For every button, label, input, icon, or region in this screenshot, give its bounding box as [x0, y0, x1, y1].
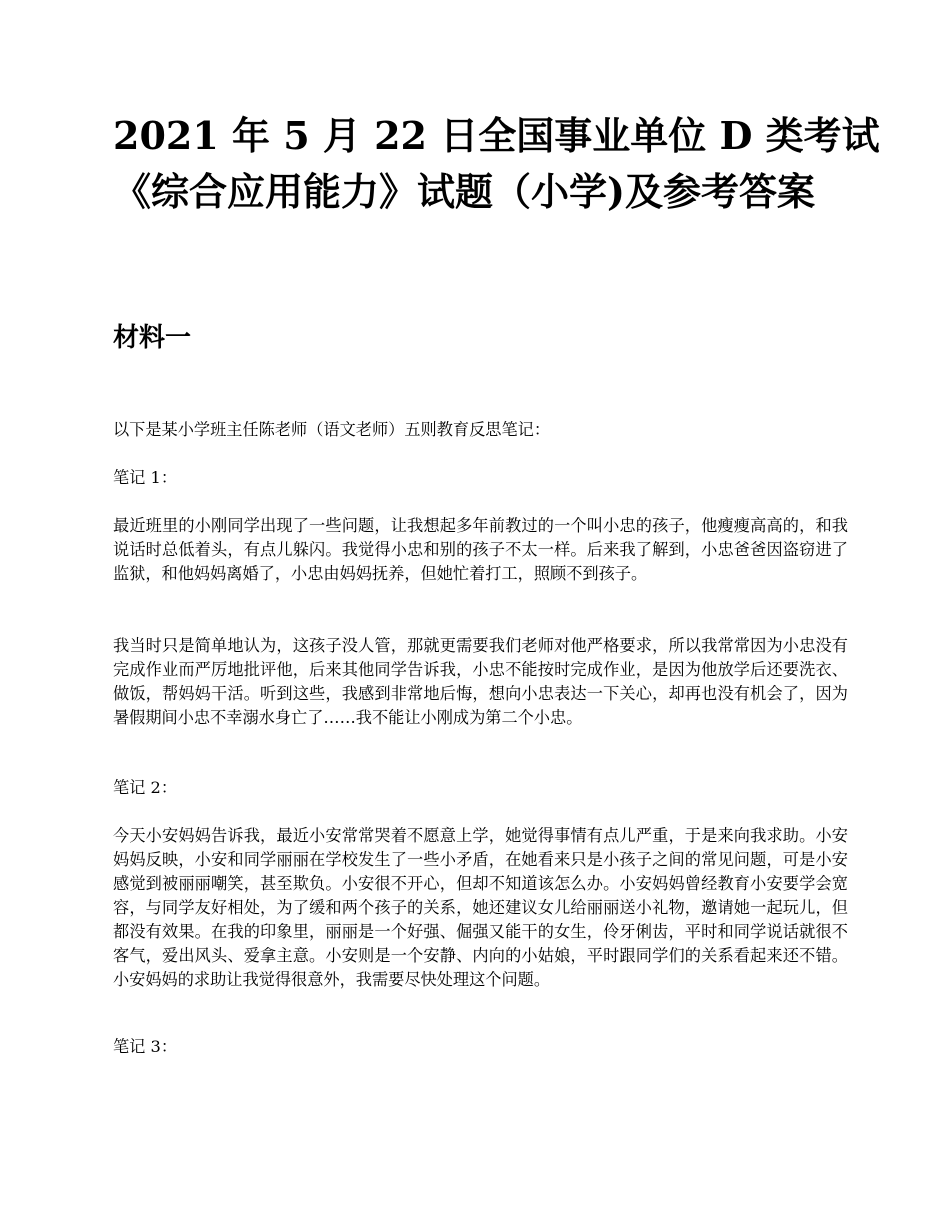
title-line-2: 《综合应用能力》试题（小学)及参考答案 [113, 169, 815, 214]
section-heading: 材料一 [113, 323, 192, 353]
note-2-label: 笔记 2： [113, 778, 178, 797]
note-1-paragraph-1: 最近班里的小刚同学出现了一些问题，让我想起多年前教过的一个叫小忠的孩子，他瘦瘦高高的，和我说话时总低着头，有点儿躲闪。我觉得小忠和别的孩子不太一样。后来我了解到，小忠爸爸因盗窃进了监狱，和他妈妈离婚了，小忠由妈妈抚养，但她忙着打工，照顾不到孩子。 [113, 516, 848, 583]
document-title [113, 108, 880, 220]
note-1-paragraph-2: 我当时只是简单地认为，这孩子没人管，那就更需要我们老师对他严格要求，所以我常常因为小忠没有完成作业而严厉地批评他，后来其他同学告诉我，小忠不能按时完成作业，是因为他放学后还要洗衣、做饭，帮妈妈干活。听到这些，我感到非常地后悔，想向小忠表达一下关心，却再也没有机会了，因为暑假期间小忠不幸溺水身亡了……我不能让小刚成为第二个小忠。 [113, 636, 848, 727]
note-3-label: 笔记 3： [113, 1037, 178, 1056]
note-1-label: 笔记 1： [113, 468, 178, 487]
intro-paragraph: 以下是某小学班主任陈老师（语文老师）五则教育反思笔记： [113, 420, 551, 439]
note-2-paragraph-1: 今天小安妈妈告诉我，最近小安常常哭着不愿意上学，她觉得事情有点儿严重，于是来向我求助。小安妈妈反映，小安和同学丽丽在学校发生了一些小矛盾，在她看来只是小孩子之间的常见问题，可是小安感觉到被丽丽嘲笑，甚至欺负。小安很不开心，但却不知道该怎么办。小安妈妈曾经教育小安要学会宽容，与同学友好相处，为了缓和两个孩子的关系，她还建议女儿给丽丽送小礼物，邀请她一起玩儿，但都没有效果。在我的印象里，丽丽是一个好强、倔强又能干的女生，伶牙俐齿，平时和同学说话就很不客气，爱出风头、爱拿主意。小安则是一个安静、内向的小姑娘，平时跟同学们的关系看起来还不错。小安妈妈的求助让我觉得很意外，我需要尽快处理这个问题。 [113, 826, 848, 989]
title-line-1: 2021 年 5 月 22 日全国事业单位 D 类考试 [113, 113, 880, 158]
